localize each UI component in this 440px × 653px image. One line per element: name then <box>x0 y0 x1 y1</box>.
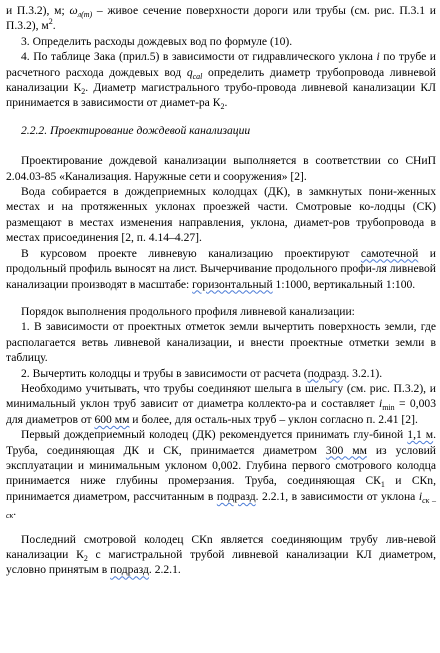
section-heading: 2.2.2. Проектирование дождевой канализации <box>21 123 251 137</box>
spacer <box>6 138 436 153</box>
procedure-heading: Порядок выполнения продольного профиля ливневой канализации: <box>21 304 355 318</box>
paragraph-min-slope: Необходимо учитывать, что трубы соединяют шелыга в шелыгу (см. рис. П.3.2), и минимальный уклон труб зависит от диаметра коллекто-ра и составляет $i_{min} = 0,003$ для диаметров от 600 мм и более, для осталь-ных труб – уклон согласно п. 2.41 [2]. <box>6 381 436 426</box>
list-item-3: 3. Определить расходы дождевых вод по формуле (10). <box>21 34 293 48</box>
spacer <box>6 292 436 304</box>
spacer <box>6 111 436 123</box>
list-item-4: 4. По таблице Зака (прил.5) в зависимости от гидравлического уклона i по трубе и расчетного расхода дождевых вод $q_{cal}$ определить диаметр трубопровода ливневой канализации $К_2$. Диаметр магистрального трубо-провода ливневой канализации КЛ принимается в зависимости от диамет-ра $К_2$. <box>6 50 437 112</box>
paragraph-snip: Проектирование дождевой канализации выполняется в соответствии со СНиП 2.04.03-85 «Канализация. Наружные сети и сооружения» [2]. <box>6 154 436 183</box>
paragraph-first-well: Первый дождеприемный колодец (ДК) рекомендуется принимать глу-биной 1,1 м. Труба, соединяющая ДК и СК, принимается диаметром 300 мм из условий эксплуатации и минимальным уклоном 0,002. Глубина первого смотрового колодца принимается ниже глубины промерзания. Труба, соединяющая $СК_1$ и СКn, принимается диаметром, рассчитанным в подразд. 2.2.1, в зависимости от уклона $i_{ск - ск}$. <box>6 428 436 521</box>
procedure-step-2: 2. Вычертить колодцы и трубы в зависимости от расчета (подразд. 3.2.1). <box>21 366 383 380</box>
paragraph-course-project: В курсовом проекте ливневую канализацию проектируют самотечной и продольный профиль выносят на лист. Вычерчивание продольного профи-ля ливневой канализации производят в масштабе: горизонтальный 1:1000, вертикальный 1:100. <box>6 246 436 291</box>
procedure-step-1: 1. В зависимости от проектных отметок земли вычертить поверхность земли, где располагается ветвь ливневой канализации, и внести проектные отметки земли в таблицу. <box>6 320 436 365</box>
paragraph-last-well: Последний смотровой колодец СКn является соединяющим трубу лив-невой канализации $К_2$ с магистральной трубой ливневой канализации КЛ диаметром, условно принятым в подразд. 2.2.1. <box>6 532 436 577</box>
paragraph-water-collection: Вода собирается в дождеприемных колодцах (ДК), в замкнутых пони-женных местах и на протяженных уклонах проезжей части. Смотровые ко-лодцы (СК) размещают в местах изменения направления, уклона, диамет-ров трубопровода в местах присоединения [2, п. 4.14–4.27]. <box>6 185 436 245</box>
spacer <box>6 520 436 532</box>
paragraph-omega-definition: и П.3.2), м; $\omega_{л(т)}$ – живое сечение поверхности дороги или трубы (см. рис. П.3.1 и П.3.2), $м^2$. <box>6 4 436 33</box>
